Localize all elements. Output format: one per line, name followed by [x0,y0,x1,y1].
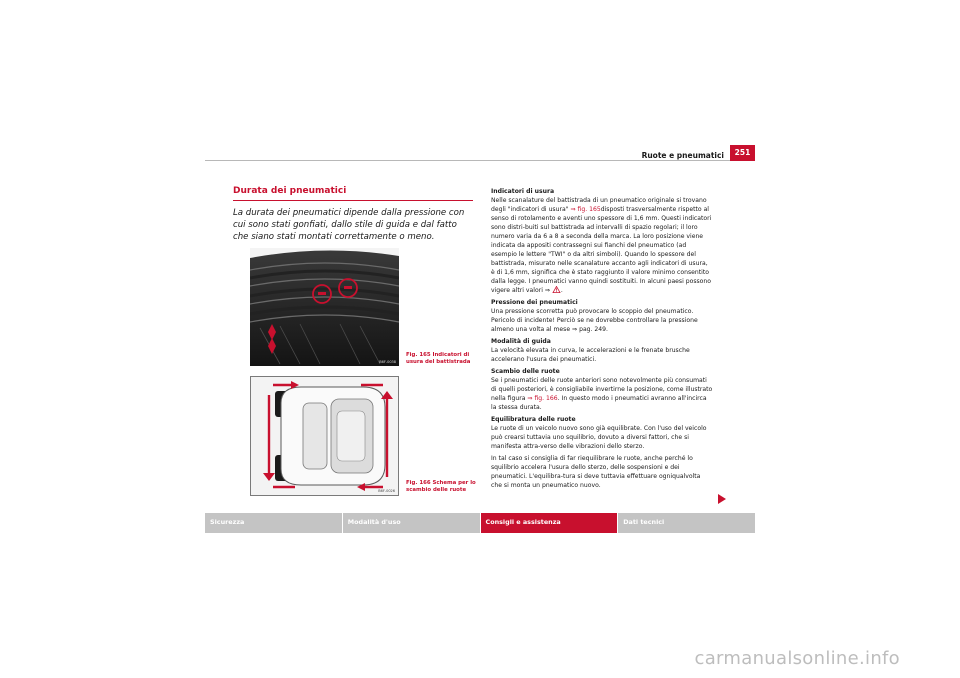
section-title: Ruote e pneumatici [641,151,724,160]
heading-driving-style: Modalità di guida [491,338,551,345]
article-intro [233,186,473,243]
heading-wheel-swap: Scambio delle ruote [491,368,560,375]
figure-caption-165: Fig. 165 Indicatori di usura del battistrada [406,352,471,365]
paragraph-wheel-swap [491,376,713,412]
figure-caption-166: Fig. 166 Schema per lo scambio delle ruote [406,480,476,493]
text-segment: . In questo modo i pneumatici avranno all'incirca la stessa durata. [491,395,707,411]
text-segment: . [560,287,563,294]
tire-tread-illustration [250,248,399,366]
heading-wear-indicators: Indicatori di usura [491,188,555,195]
continue-arrow-icon[interactable] [718,494,726,504]
figure-ref-166-link[interactable]: ⇒ fig. 166 [527,395,558,402]
warning-icon[interactable] [552,286,561,293]
text-segment: disposti trasversalmente rispetto al senso di rotolamento e aventi uno spessore di 1,6 mm. Questi indicatori sono distri-buiti sul battistrada ad intervalli di spazio regolari; il loro numero varia da 6 a 8 a seconda della marca. La loro posizione viene indicata da appositi contrassegni sui fianchi del pneumatico (ad esempio le lettere "TWI" o da altri simboli). Quando lo spessore del battistrada, misurato nelle scanalature accanto agli indicatori di usura, è di 1,6 mm, significa che è stato raggiunto il valore minimo consentito dalla legge. I pneumatici vanno quindi sostituiti. In alcuni paesi possono vigere altri valori ⇒ [491,206,712,294]
header-rule [205,160,730,161]
figure-tread-wear-indicators [250,248,399,366]
paragraph-driving-style: La velocità elevata in curva, le accelerazioni e le frenate brusche accelerano l'usura dei pneumatici. [491,347,690,363]
article-body [491,187,713,493]
text-segment: Se i pneumatici delle ruote anteriori sono notevolmente più consumati di quelli posteriori, è consigliabile invertirne la posizione, come illustrato nella figura [491,377,713,402]
tab-sicurezza[interactable]: Sicurezza [205,513,342,533]
paragraph-wheel-balancing-2: In tal caso si consiglia di far riequilibrare le ruote, anche perché lo squilibrio accelera l'usura dello sterzo, delle sospensioni e dei pneumatici. L'equilibra-tura si deve tuttavia effettuare ogniqualvolta che si monta un pneumatico nuovo. [491,455,701,489]
tab-modalita-uso[interactable]: Modalità d'uso [343,513,480,533]
paragraph-wheel-balancing-1: Le ruote di un veicolo nuovo sono già equilibrate. Con l'uso del veicolo può crearsi tuttavia uno squilibrio, dovuto a diversi fattori, che si manifesta attra-verso delle vibrazioni dello sterzo. [491,425,707,450]
figure-ref-165-link[interactable]: ⇒ fig. 165 [570,206,601,213]
tab-dati-tecnici[interactable]: Dati tecnici [618,513,755,533]
page-number: 251 [730,145,755,161]
figure-code: B6F-0038 [379,360,396,364]
heading-wheel-balancing: Equilibratura delle ruote [491,416,576,423]
car-top-view-illustration [251,377,398,495]
heading-tire-pressure: Pressione dei pneumatici [491,299,578,306]
paragraph-tire-pressure: Una pressione scorretta può provocare lo scoppio del pneumatico. Pericolo di incidente! Perciò se ne dovrebbe controllare la pressione almeno una volta al mese ⇒ pag. 249. [491,308,698,333]
chapter-nav [205,513,755,533]
paragraph-wear-indicators [491,196,713,295]
site-watermark: carmanualsonline.info [694,648,900,669]
figure-code: B6F-0026 [378,489,395,493]
article-lead: La durata dei pneumatici dipende dalla pressione con cui sono stati gonfiati, dallo stile di guida e dal fatto che siano stati montati correttamente o meno. [233,208,465,242]
tab-consigli-assistenza[interactable]: Consigli e assistenza [481,513,618,533]
text-segment: Nelle scanalature del battistrada di un pneumatico originale si trovano degli "indicatori di usura" [491,197,707,213]
figure-wheel-rotation-scheme [250,376,399,496]
article-title: Durata dei pneumatici [233,186,473,201]
